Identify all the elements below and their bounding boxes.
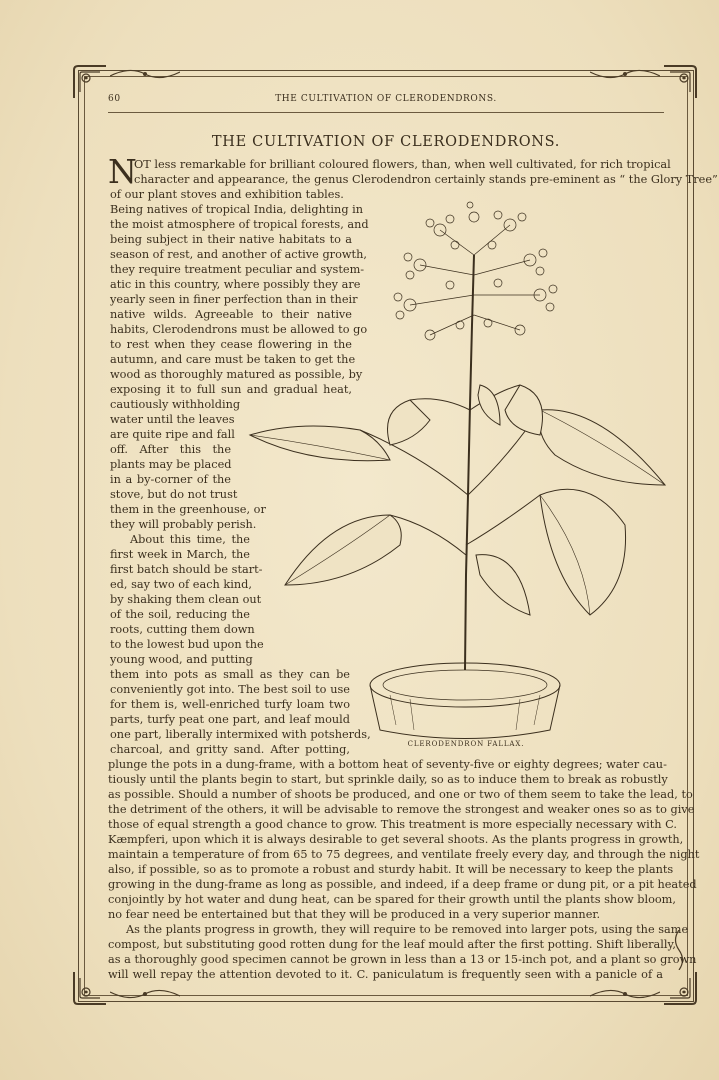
- text-line: About this time, the: [130, 533, 250, 546]
- text-line: the moist atmosphere of tropical forests, and: [110, 218, 369, 231]
- running-head: [108, 94, 664, 108]
- text-line: they require treatment peculiar and system-: [110, 263, 365, 276]
- text-line: are quite ripe and fall: [110, 428, 235, 441]
- text-line: As the plants progress in growth, they will require to be removed into larger pots, using the same: [126, 923, 689, 936]
- text-line: cautiously withholding: [110, 398, 241, 411]
- text-line: native wilds. Agreeable to their native: [110, 308, 352, 321]
- text-line: of our plant stoves and exhibition tables.: [110, 188, 344, 201]
- text-line: autumn, and care must be taken to get the: [110, 353, 356, 366]
- text-line: as a thoroughly good specimen cannot be grown in less than a 13 or 15-inch pot, and a plant so grown: [108, 953, 697, 966]
- flourish-icon: [590, 66, 660, 80]
- text-line: for them is, well-enriched turfy loam two: [110, 698, 350, 711]
- clerodendron-plant-icon: [240, 195, 675, 740]
- text-line: season of rest, and another of active growth,: [110, 248, 367, 261]
- text-line: plunge the pots in a dung-frame, with a bottom heat of seventy-five or eighty degrees; water cau-: [108, 758, 667, 771]
- text-line: to the lowest bud upon the: [110, 638, 264, 651]
- text-line: growing in the dung-frame as long as possible, and indeed, if a deep frame or dung pit, or a pit heated: [108, 878, 697, 891]
- flourish-icon: [110, 66, 180, 80]
- text-line: plants may be placed: [110, 458, 232, 471]
- flourish-icon: [590, 988, 660, 1002]
- chapter-title: THE CULTIVATION OF CLERODENDRONS.: [211, 134, 561, 150]
- text-line: OT less remarkable for brilliant coloured flowers, than, when well cultivated, for rich tropical: [134, 158, 671, 171]
- text-line: to rest when they cease flowering in the: [110, 338, 352, 351]
- text-line: stove, but do not trust: [110, 488, 238, 501]
- text-line: water until the leaves: [110, 413, 235, 426]
- text-line: conjointly by hot water and dung heat, can be spared for their growth until the plants show bloom,: [108, 893, 676, 906]
- flourish-icon: [110, 988, 180, 1002]
- text-line: roots, cutting them down: [110, 623, 255, 636]
- text-line: young wood, and putting: [110, 653, 253, 666]
- text-line: no fear need be entertained but that they will be produced in a very superior manner.: [108, 908, 601, 921]
- text-line: parts, turfy peat one part, and leaf mould: [110, 713, 350, 726]
- text-line: will well repay the attention devoted to it. C. paniculatum is frequently seen with a panicle of a: [108, 968, 663, 981]
- text-line: ed, say two of each kind,: [110, 578, 252, 591]
- text-line: those of equal strength a good chance to grow. This treatment is more especially necessary with C.: [108, 818, 677, 831]
- text-line: maintain a temperature of from 65 to 75 degrees, and ventilate freely every day, and through the night: [108, 848, 700, 861]
- text-line: atic in this country, where possibly they are: [110, 278, 361, 291]
- text-line: the detriment of the others, it will be advisable to remove the strongest and weaker ones so as to give: [108, 803, 695, 816]
- page-number: 60: [108, 94, 121, 104]
- text-column-narrow-a: [110, 397, 241, 502]
- text-line: as possible. Should a number of shoots be produced, and one or two of them seem to take the lead, to: [108, 788, 693, 801]
- drop-cap: N: [108, 152, 137, 191]
- text-block-full: [108, 757, 700, 982]
- text-line: Being natives of tropical India, delighting in: [110, 203, 364, 216]
- text-line: Kæmpferi, upon which it is always desirable to get several shoots. As the plants progress in growth,: [108, 833, 684, 846]
- text-line: exposing it to full sun and gradual heat,: [110, 383, 352, 396]
- text-line: they will probably perish.: [110, 518, 257, 531]
- text-line: in a by-corner of the: [110, 473, 231, 486]
- text-column-narrow-b: [110, 502, 266, 667]
- text-line: first batch should be start-: [110, 563, 263, 576]
- text-line: one part, liberally intermixed with potsherds,: [110, 728, 371, 741]
- text-line: charcoal, and gritty sand. After potting,: [110, 743, 350, 756]
- text-line: wood as thoroughly matured as possible, by: [110, 368, 363, 381]
- text-line: first week in March, the: [110, 548, 250, 561]
- running-title: THE CULTIVATION OF CLERODENDRONS.: [275, 94, 497, 104]
- text-line: habits, Clerodendrons must be allowed to go: [110, 323, 368, 336]
- text-line: yearly seen in finer perfection than in their: [110, 293, 358, 306]
- text-line: compost, but substituting good rotten dung for the leaf mould after the first potting. Shift liberally,: [108, 938, 676, 951]
- text-line: by shaking them clean out: [110, 593, 262, 606]
- header-rule: [108, 112, 664, 113]
- text-line: also, if possible, so as to promote a robust and sturdy habit. It will be necessary to keep the plants: [108, 863, 674, 876]
- text-line: tiously until the plants begin to start, but sprinkle daily, so as to induce them to break as robustly: [108, 773, 668, 786]
- figure-caption: CLERODENDRON FALLAX.: [407, 740, 525, 748]
- text-line: character and appearance, the genus Clerodendron certainly stands pre-eminent as “ the Glory Tree”: [134, 173, 718, 186]
- text-line: conveniently got into. The best soil to use: [110, 683, 350, 696]
- text-line: being subject in their native habitats to a: [110, 233, 352, 246]
- text-line: them in the greenhouse, or: [110, 503, 266, 516]
- intro-lines: [134, 157, 718, 187]
- text-line: of the soil, reducing the: [110, 608, 250, 621]
- text-line: them into pots as small as they can be: [110, 668, 350, 681]
- text-line: off. After this the: [110, 443, 231, 456]
